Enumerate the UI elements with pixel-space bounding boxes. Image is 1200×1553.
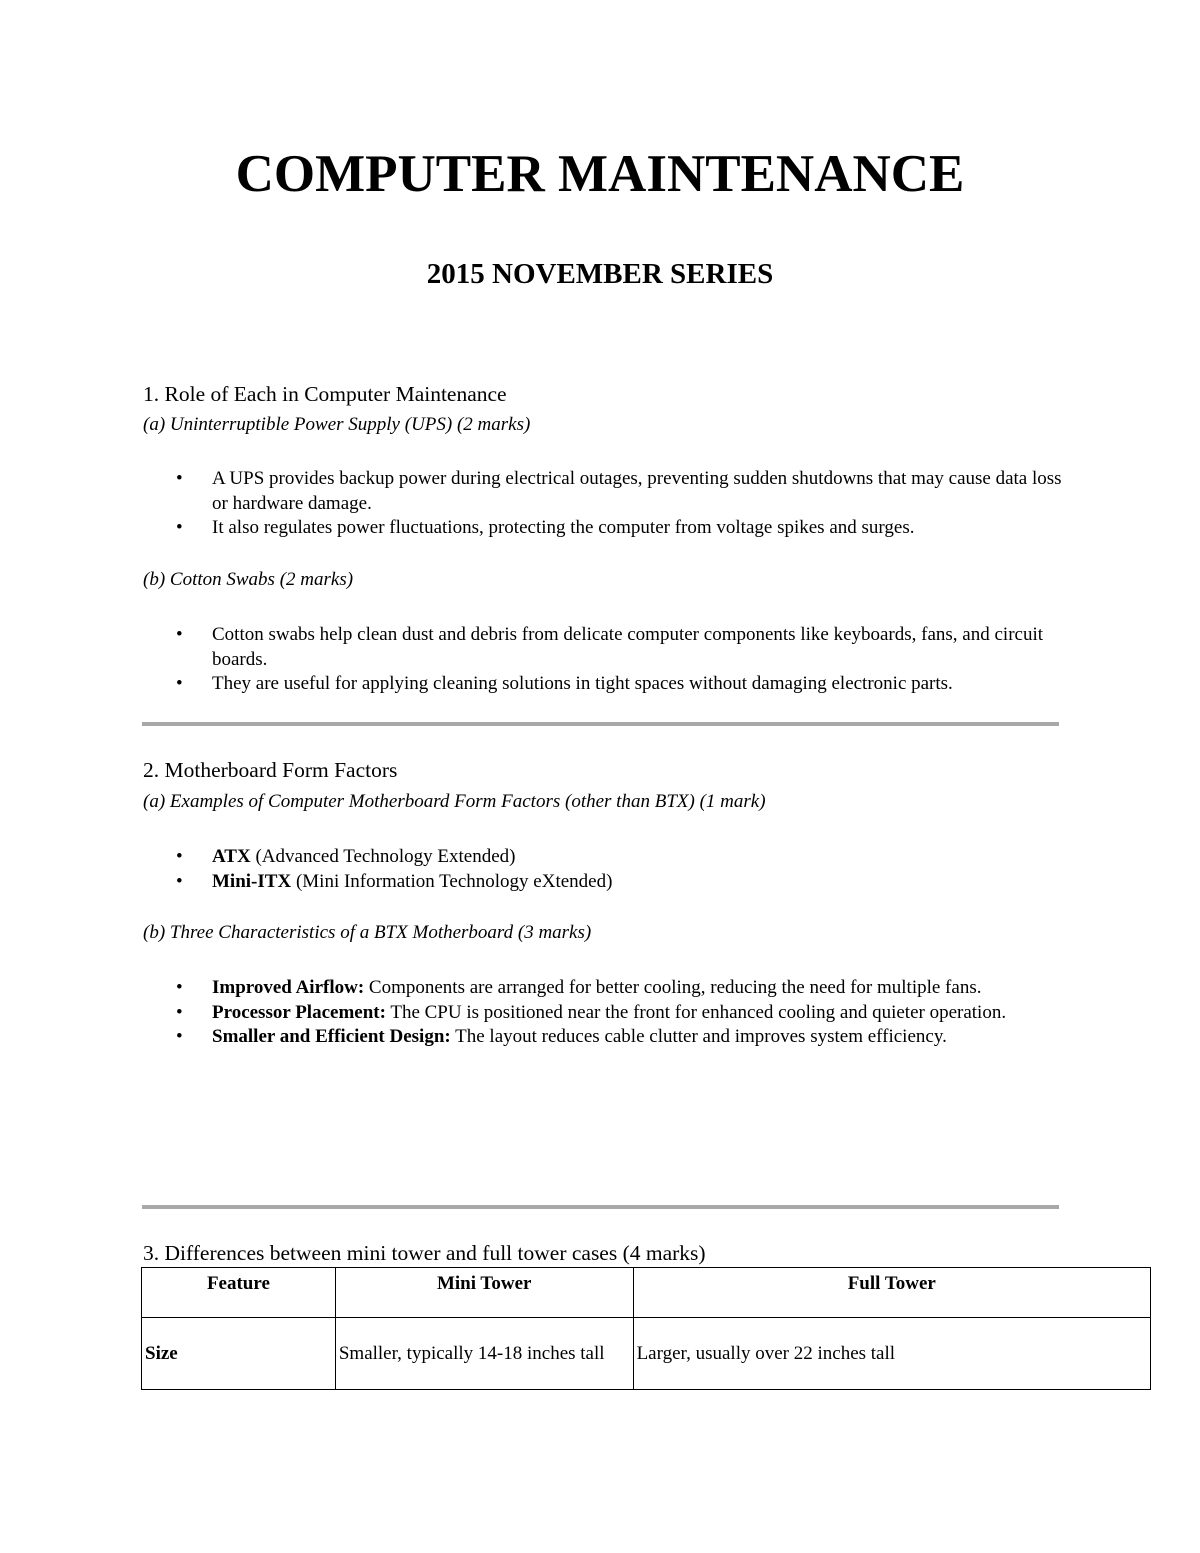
q1a-heading: (a) Uninterruptible Power Supply (UPS) (2 marks)	[143, 414, 531, 435]
list-item-term: Improved Airflow:	[212, 977, 365, 998]
list-item	[143, 845, 1063, 870]
q1a-bullet-list	[143, 467, 1063, 541]
table-cell: Size	[142, 1318, 336, 1390]
section-divider	[142, 722, 1059, 726]
document-subtitle: 2015 NOVEMBER SERIES	[426, 258, 774, 290]
q2b-heading: (b) Three Characteristics of a BTX Motherboard (3 marks)	[143, 922, 592, 943]
comparison-table	[141, 1267, 1151, 1390]
list-item: • It also regulates power fluctuations, protecting the computer from voltage spikes and surges.	[143, 516, 1063, 541]
list-item-text: The layout reduces cable clutter and improves system efficiency.	[450, 1026, 947, 1047]
list-item-term: Processor Placement:	[212, 1001, 386, 1023]
list-item-term: Smaller and Efficient Design:	[212, 1026, 451, 1047]
table-cell: Larger, usually over 22 inches tall	[633, 1318, 1150, 1390]
list-item	[143, 976, 1063, 1001]
q2-heading: 2. Motherboard Form Factors	[143, 758, 398, 782]
list-item-text: (Mini Information Technology eXtended)	[291, 870, 613, 892]
q2b-bullet-list	[143, 976, 1063, 1050]
list-item: • A UPS provides backup power during electrical outages, preventing sudden shutdowns that may cause data loss or hardware damage.	[143, 467, 1063, 516]
list-item	[143, 1001, 1063, 1026]
list-item	[143, 870, 1063, 895]
list-item-term: ATX	[212, 846, 251, 867]
q1b-bullet-list	[143, 623, 1063, 697]
document-title: COMPUTER MAINTENANCE	[235, 145, 965, 203]
table-header-row	[142, 1268, 1151, 1318]
table-header-cell: Mini Tower	[335, 1268, 633, 1318]
table-header-cell: Feature	[142, 1268, 336, 1318]
q1-heading: 1. Role of Each in Computer Maintenance	[143, 382, 507, 406]
list-item-text: (Advanced Technology Extended)	[250, 846, 516, 867]
table-row	[142, 1318, 1151, 1390]
list-item-text: Components are arranged for better cooling, reducing the need for multiple fans.	[364, 977, 982, 998]
q2a-heading: (a) Examples of Computer Motherboard Form Factors (other than BTX) (1 mark)	[143, 791, 766, 812]
list-item	[143, 1025, 1063, 1050]
list-item-text: The CPU is positioned near the front for enhanced cooling and quieter operation.	[385, 1001, 1007, 1023]
table-cell: Smaller, typically 14-18 inches tall	[335, 1318, 633, 1390]
section-divider	[142, 1205, 1059, 1209]
table-header-cell: Full Tower	[633, 1268, 1150, 1318]
q3-heading: 3. Differences between mini tower and full tower cases (4 marks)	[143, 1241, 706, 1265]
q2a-bullet-list	[143, 845, 1063, 894]
list-item-term: Mini-ITX	[212, 870, 292, 892]
list-item: • Cotton swabs help clean dust and debris from delicate computer components like keyboards, fans, and circuit boards.	[143, 623, 1063, 672]
q1b-heading: (b) Cotton Swabs (2 marks)	[143, 569, 354, 590]
list-item: • They are useful for applying cleaning solutions in tight spaces without damaging electronic parts.	[143, 672, 1063, 697]
